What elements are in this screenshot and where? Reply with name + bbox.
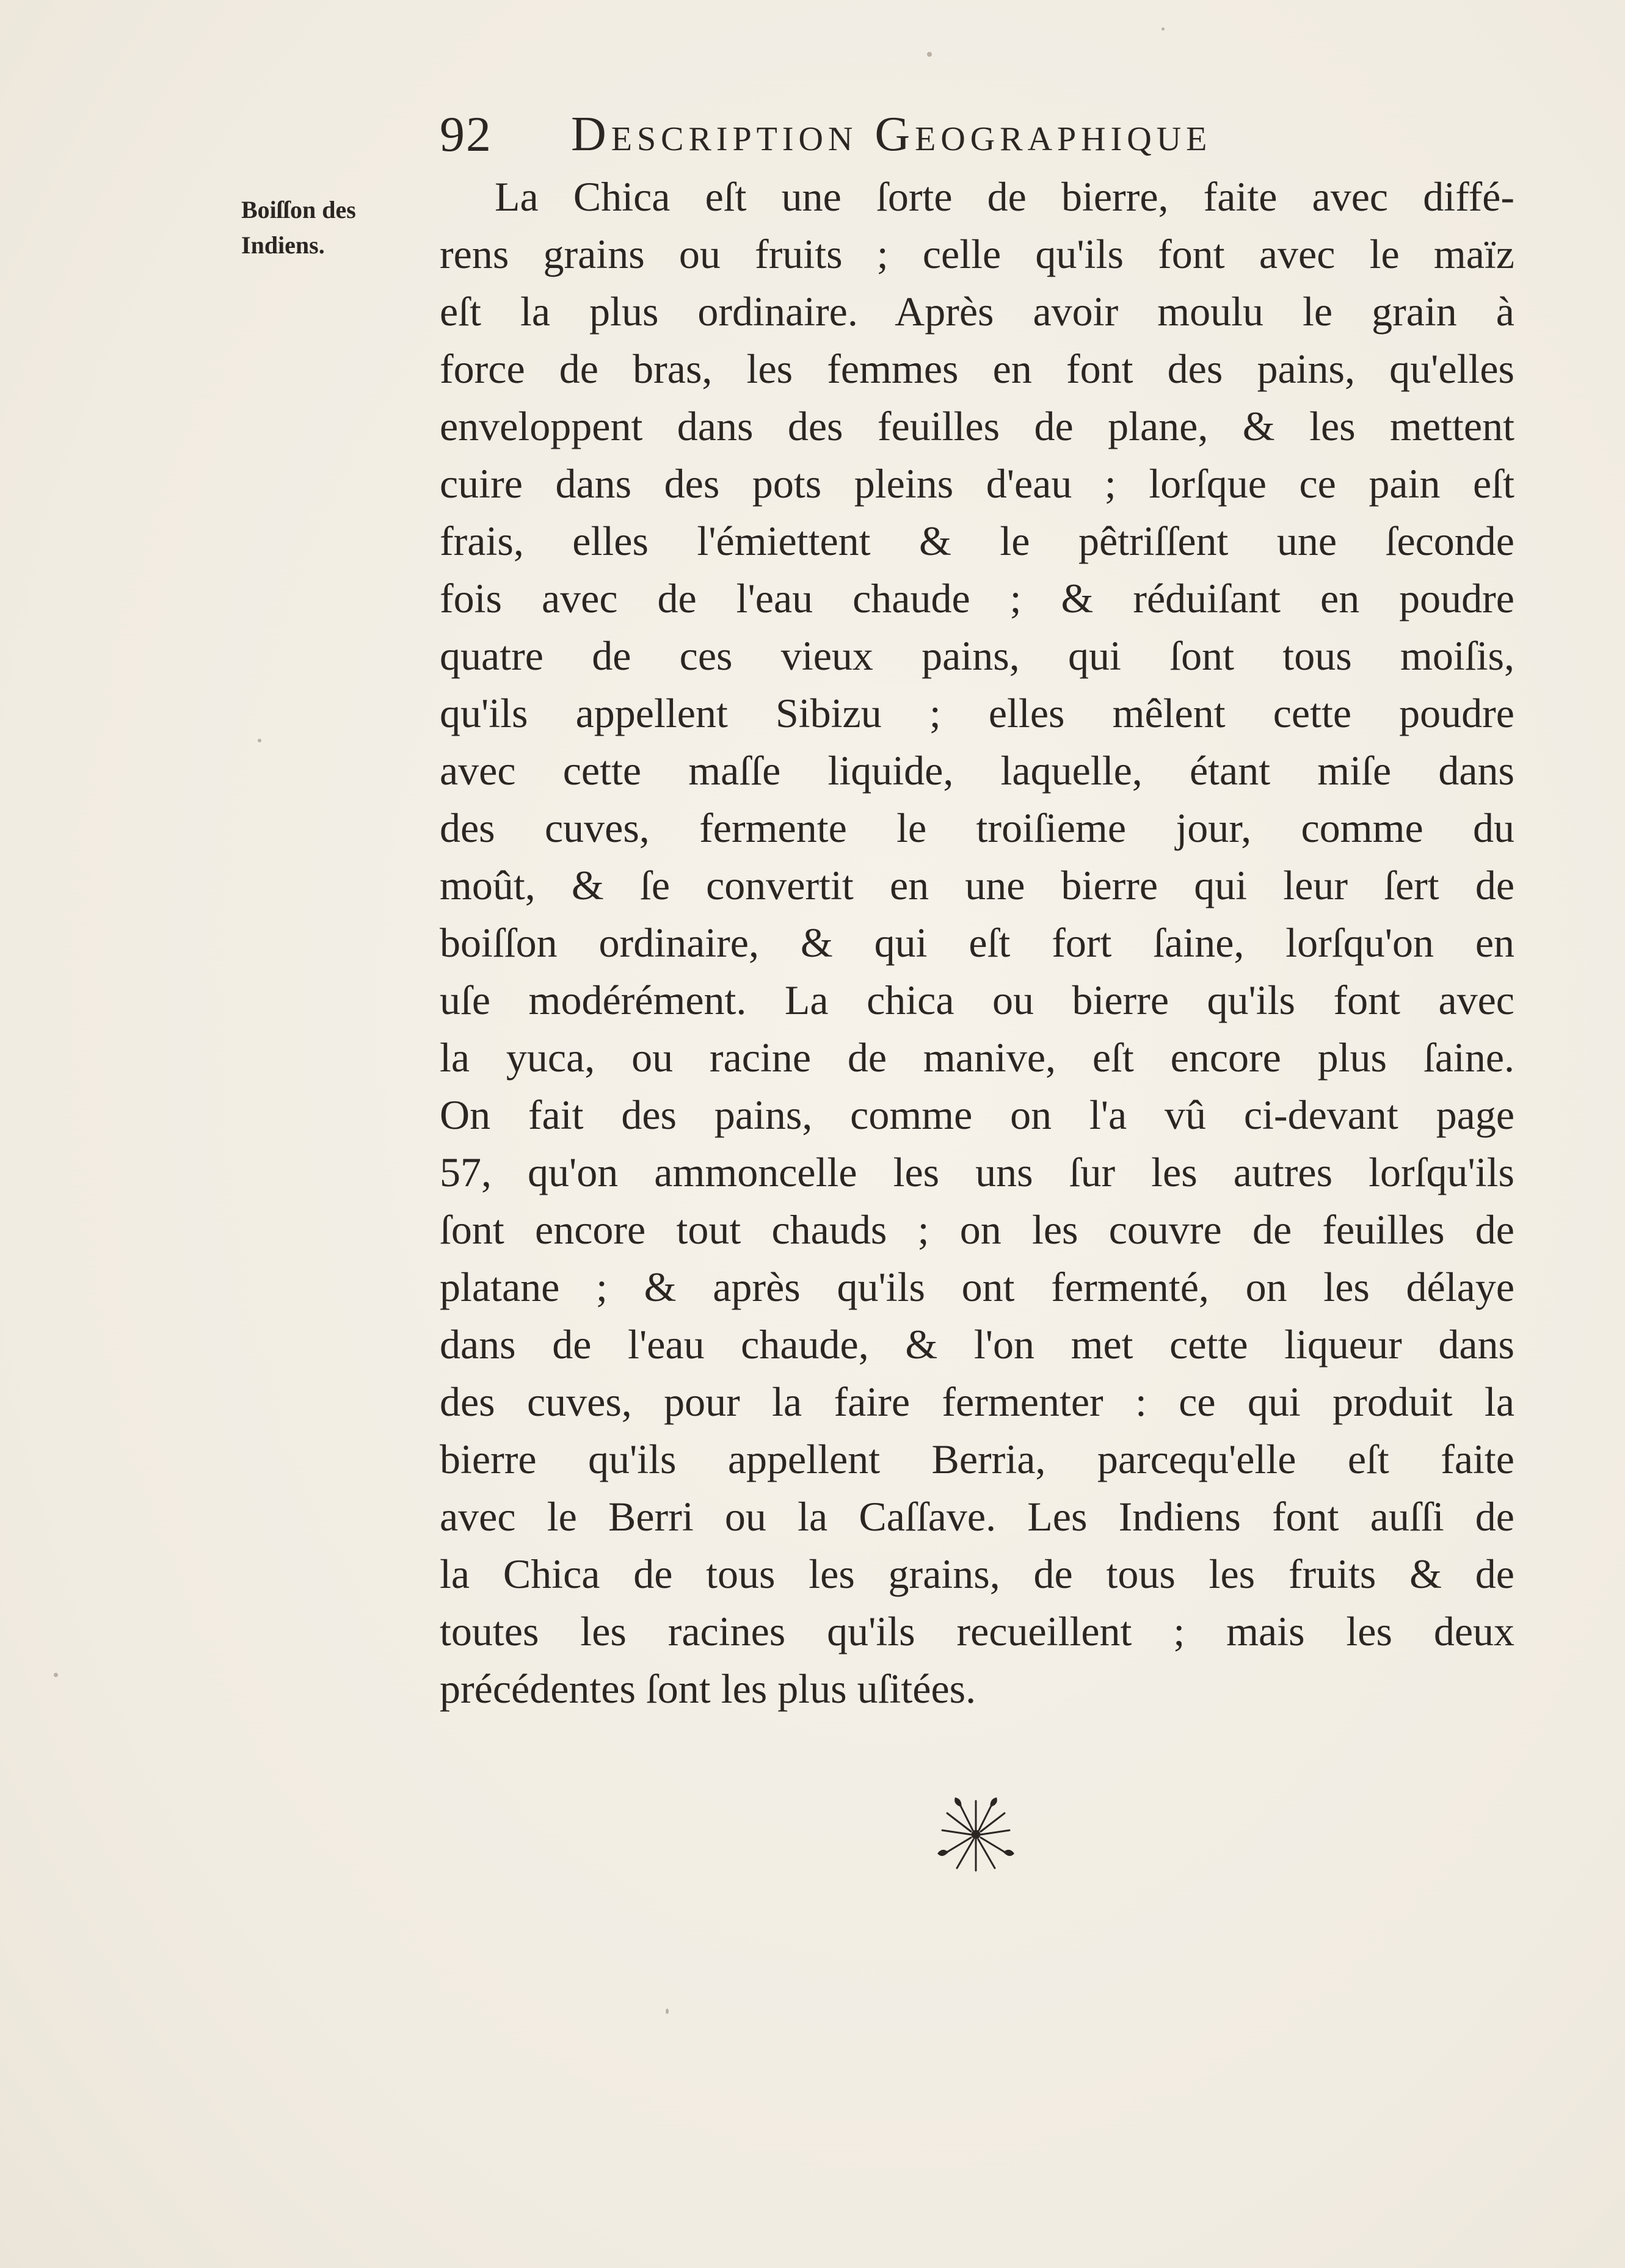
paper-speck [927,52,932,57]
text-line: La Chica eſt une ſorte de bierre, faite avec diffé- [495,173,1514,220]
text-line: des cuves, fermente le troiſieme jour, comme du [440,805,1514,851]
text-line: avec cette maſſe liquide, laquelle, étant miſe dans [440,747,1514,794]
text-line: qu'ils appellent Sibizu ; elles mêlent cette poudre [440,690,1514,736]
text-line: la yuca, ou racine de manive, eſt encore plus ſaine. [440,1034,1514,1081]
text-line: quatre de ces vieux pains, qui ſont tous moiſis, [440,632,1514,679]
margin-note-line: Indiens. [241,231,325,259]
text-line: boiſſon ordinaire, & qui eſt fort ſaine, lorſqu'on en [440,919,1514,966]
text-line: frais, elles l'émiettent & le pêtriſſent une ſeconde [440,518,1514,564]
running-title: Description Geographique [571,107,1212,161]
margin-note [241,192,424,263]
text-line: enveloppent dans des feuilles de plane, & les mettent [440,403,1514,449]
text-line: platane ; & après qu'ils ont fermenté, on les délaye [440,1264,1514,1310]
text-line: uſe modérément. La chica ou bierre qu'ils font avec [440,977,1514,1023]
text-line: On fait des pains, comme on l'a vû ci-devant page [440,1092,1514,1138]
text-line: cuire dans des pots pleins d'eau ; lorſque ce pain eſt [440,460,1514,507]
page-number: 92 [440,106,492,162]
text-line: force de bras, les femmes en font des pains, qu'elles [440,346,1514,392]
paper-speck [54,1673,58,1677]
margin-note-line: Boiſſon des [241,196,356,223]
text-line: 57, qu'on ammoncelle les uns ſur les autres lorſqu'ils [440,1149,1514,1195]
text-line: précédentes ſont les plus uſitées. [440,1665,976,1712]
paper-speck [258,739,261,742]
text-line: dans de l'eau chaude, & l'on met cette liqueur dans [440,1321,1514,1368]
text-line: eſt la plus ordinaire. Après avoir moulu le grain à [440,288,1514,335]
text-line: des cuves, pour la faire fermenter : ce qui produit la [440,1379,1514,1425]
text-line: toutes les racines qu'ils recueillent ; mais les deux [440,1608,1514,1654]
text-line: rens grains ou fruits ; celle qu'ils font avec le maïz [440,231,1514,277]
text-line: bierre qu'ils appellent Berria, parcequ'elle eſt faite [440,1436,1514,1482]
text-line: moût, & ſe convertit en une bierre qui leur ſert de [440,862,1514,908]
text-line: avec le Berri ou la Caſſave. Les Indiens font auſſi de [440,1493,1514,1540]
paper-speck [1161,27,1165,31]
page-header [440,101,1368,168]
text-line: ſont encore tout chauds ; on les couvre de feuilles de [440,1206,1514,1253]
floral-fleuron-icon [936,1795,1016,1874]
paper-speck [666,2009,669,2014]
text-line: la Chica de tous les grains, de tous les fruits & de [440,1551,1514,1597]
text-line: fois avec de l'eau chaude ; & réduiſant en poudre [440,575,1514,621]
body-paragraph [440,168,1514,1717]
